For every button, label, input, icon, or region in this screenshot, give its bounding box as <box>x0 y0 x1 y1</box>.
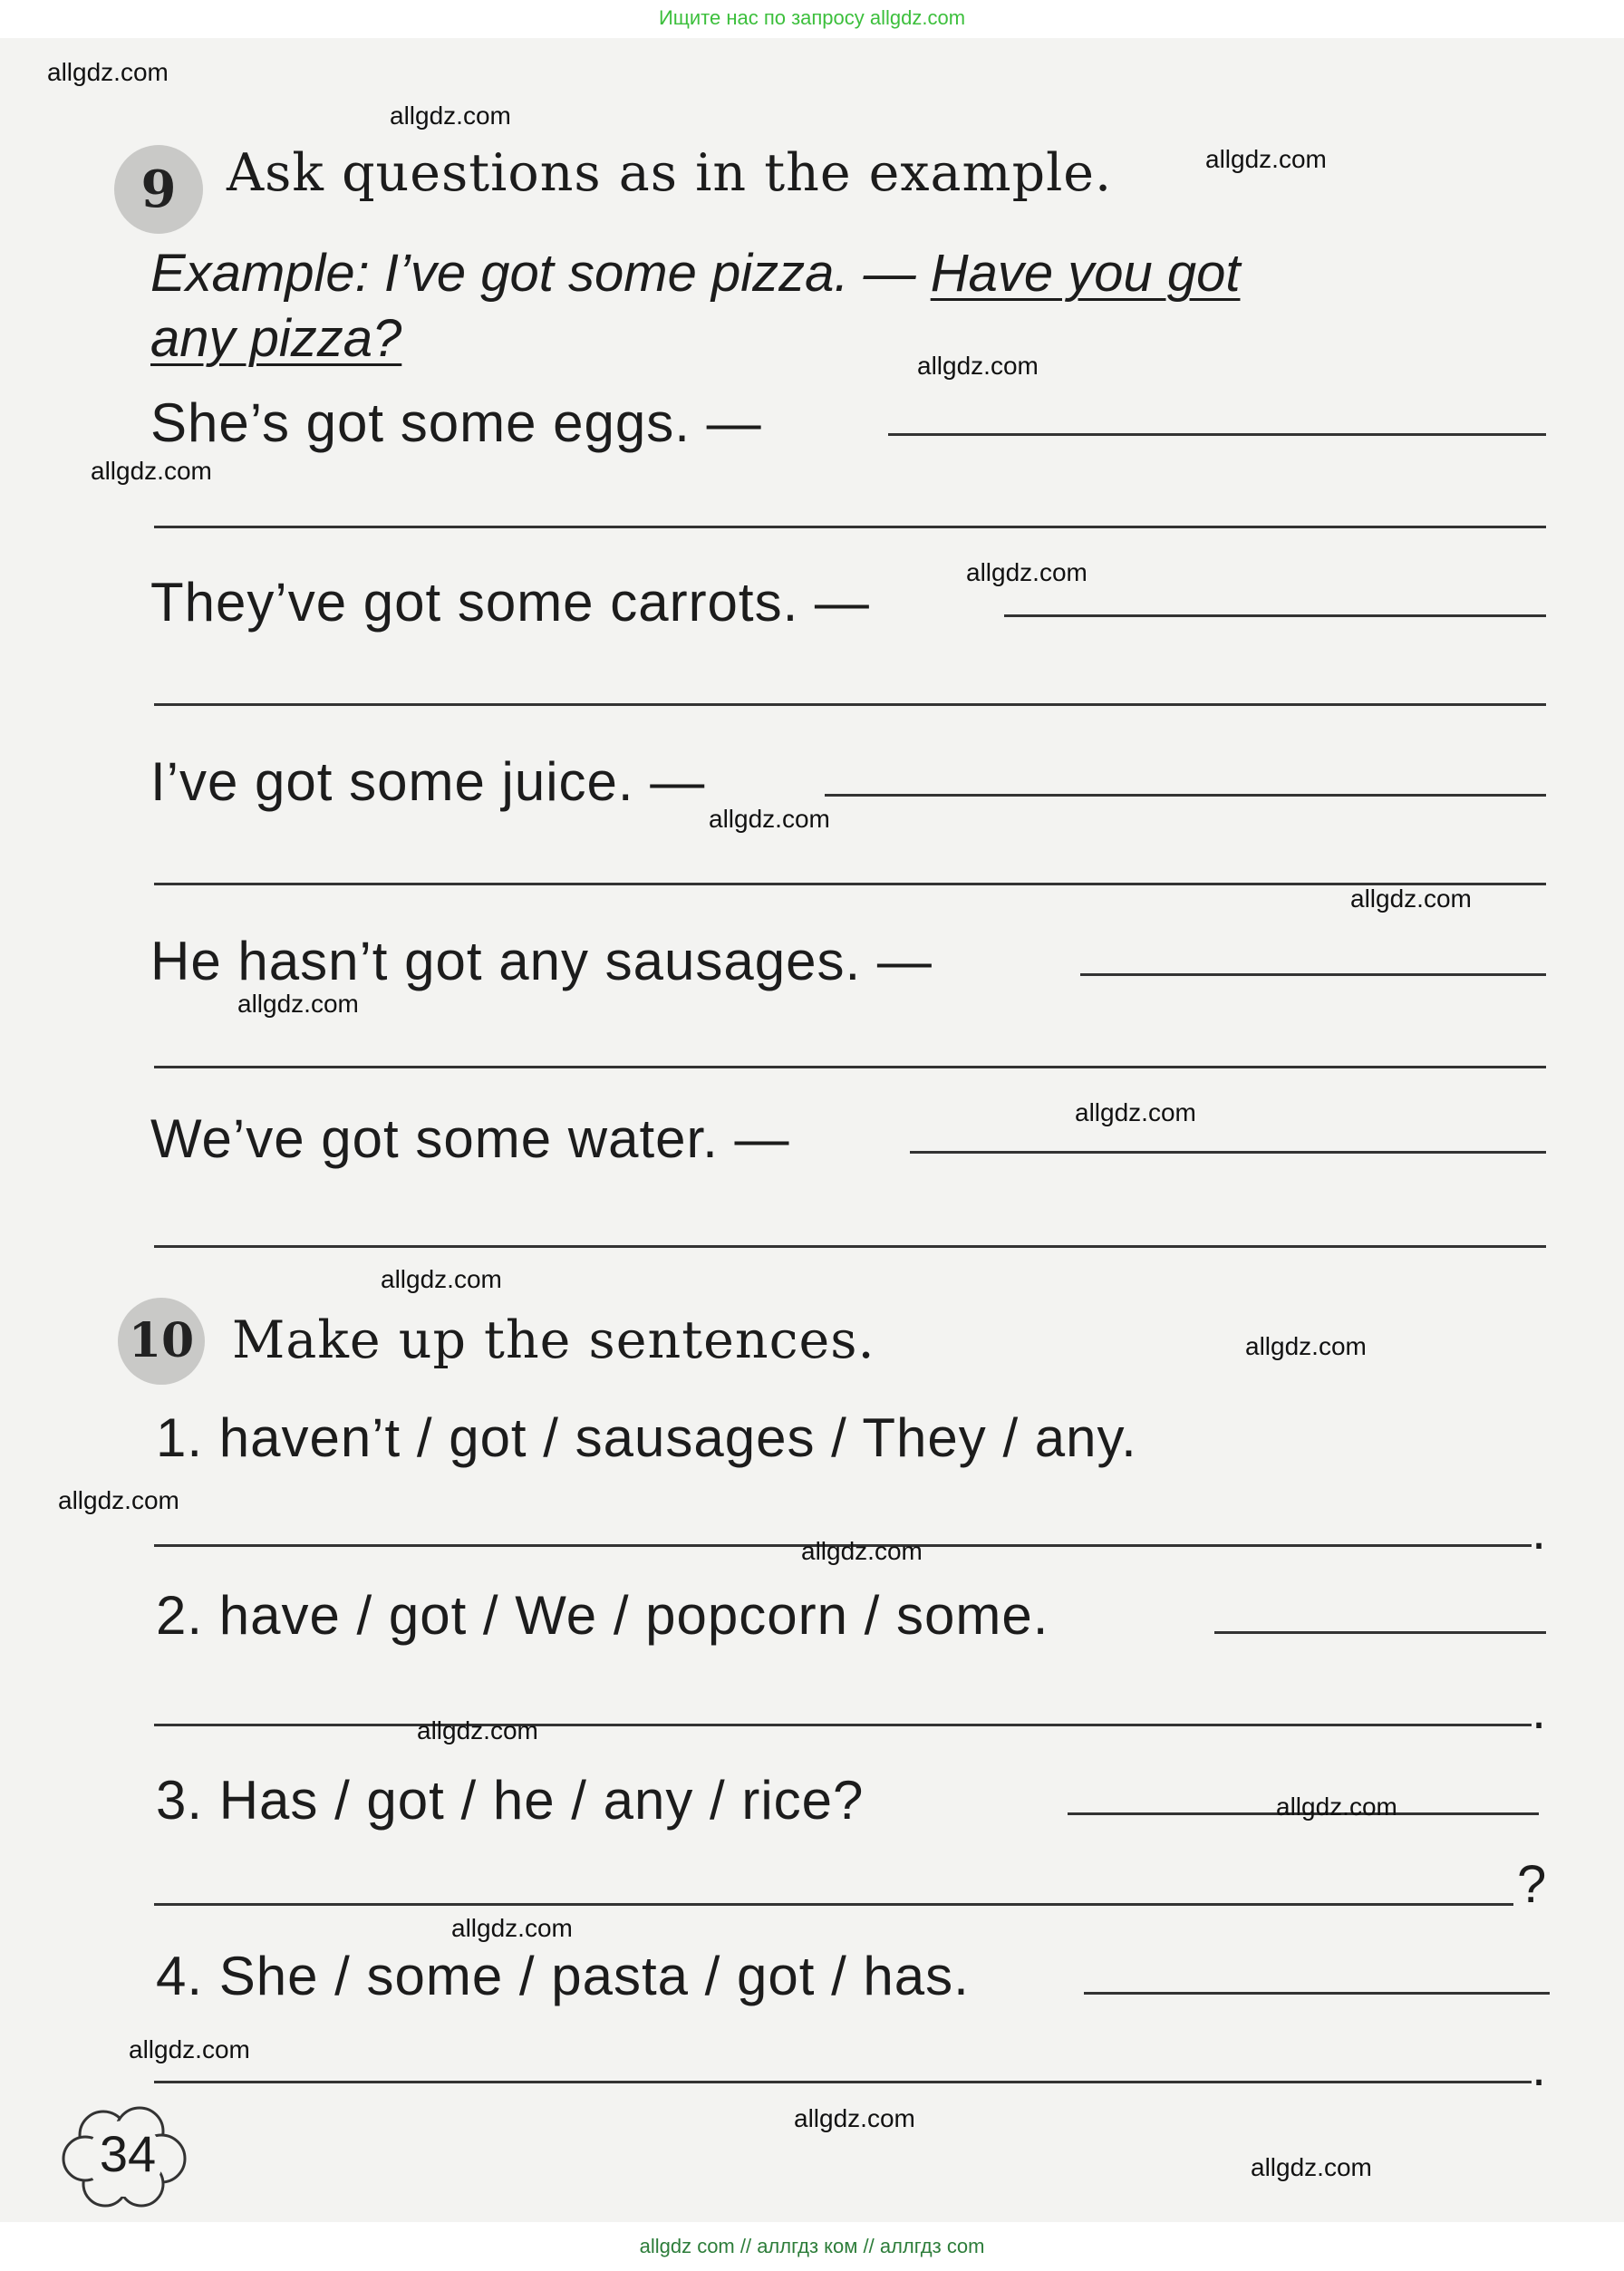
answer-line[interactable] <box>154 1903 1513 1906</box>
example-answer-2: any pizza? <box>150 309 402 368</box>
watermark: allgdz.com <box>917 352 1039 380</box>
watermark: allgdz.com <box>709 805 830 833</box>
example-label: Example: I’ve got some pizza. — <box>150 244 931 303</box>
watermark: allgdz.com <box>390 101 511 130</box>
watermark: allgdz.com <box>1251 2153 1372 2181</box>
sentence-end-mark: . <box>1532 1502 1547 1561</box>
exercise-10-item-1: 1. haven’t / got / sausages / They / any. <box>156 1407 1137 1468</box>
top-banner: Ищите нас по запросу allgdz.com <box>0 0 1624 38</box>
watermark: allgdz.com <box>417 1716 538 1744</box>
watermark: allgdz.com <box>58 1486 179 1514</box>
answer-line[interactable] <box>888 433 1546 436</box>
sentence-end-mark: ? <box>1517 1855 1547 1914</box>
exercise-9-number-badge: 9 <box>114 145 203 234</box>
watermark: allgdz.com <box>381 1265 502 1293</box>
answer-line[interactable] <box>1080 973 1546 976</box>
watermark: allgdz.com <box>47 58 169 86</box>
exercise-9-item-5: We’ve got some water. — <box>150 1108 790 1169</box>
answer-line[interactable] <box>154 2081 1532 2083</box>
answer-line[interactable] <box>910 1151 1546 1154</box>
exercise-9-item-1: She’s got some eggs. — <box>150 392 762 453</box>
exercise-10-item-2: 2. have / got / We / popcorn / some. <box>156 1585 1049 1646</box>
watermark: allgdz.com <box>794 2104 915 2132</box>
exercise-10-title: Make up the sentences. <box>232 1310 875 1370</box>
exercise-9-example-cont <box>150 308 401 369</box>
answer-line[interactable] <box>154 1724 1532 1726</box>
exercise-9-example <box>150 243 1240 304</box>
sentence-end-mark: . <box>1532 1681 1547 1740</box>
exercise-9-item-3: I’ve got some juice. — <box>150 751 706 812</box>
sentence-end-mark: . <box>1532 2038 1547 2097</box>
page-number: 34 <box>99 2125 157 2182</box>
answer-line[interactable] <box>1004 614 1546 617</box>
exercise-9-item-4: He hasn’t got any sausages. — <box>150 931 933 991</box>
watermark: allgdz.com <box>1350 884 1472 913</box>
answer-line[interactable] <box>154 526 1546 528</box>
answer-line[interactable] <box>825 794 1546 797</box>
watermark: allgdz.com <box>1205 145 1327 173</box>
watermark: allgdz.com <box>1075 1098 1196 1126</box>
answer-line[interactable] <box>154 1245 1546 1248</box>
watermark: allgdz.com <box>801 1537 923 1565</box>
answer-line[interactable] <box>1214 1631 1546 1634</box>
watermark: allgdz.com <box>237 990 359 1018</box>
answer-line[interactable] <box>154 703 1546 706</box>
exercise-10-number-badge: 10 <box>118 1298 205 1385</box>
answer-line[interactable] <box>154 883 1546 885</box>
watermark: allgdz.com <box>129 2035 250 2063</box>
example-answer-1: Have you got <box>930 244 1241 303</box>
bottom-banner: allgdz com // аллгдз ком // аллгдз com <box>0 2222 1624 2271</box>
watermark: allgdz.com <box>451 1914 573 1942</box>
exercise-10-item-3: 3. Has / got / he / any / rice? <box>156 1770 865 1831</box>
watermark: allgdz.com <box>1245 1332 1367 1360</box>
page-number-flower <box>60 2101 196 2209</box>
answer-line[interactable] <box>1084 1992 1550 1995</box>
watermark: allgdz.com <box>1276 1793 1397 1821</box>
watermark: allgdz.com <box>966 558 1088 586</box>
answer-line[interactable] <box>154 1066 1546 1068</box>
exercise-10-item-4: 4. She / some / pasta / got / has. <box>156 1946 970 2006</box>
exercise-9-title: Ask questions as in the example. <box>227 143 1113 203</box>
watermark: allgdz.com <box>91 457 212 485</box>
exercise-9-item-2: They’ve got some carrots. — <box>150 572 870 633</box>
